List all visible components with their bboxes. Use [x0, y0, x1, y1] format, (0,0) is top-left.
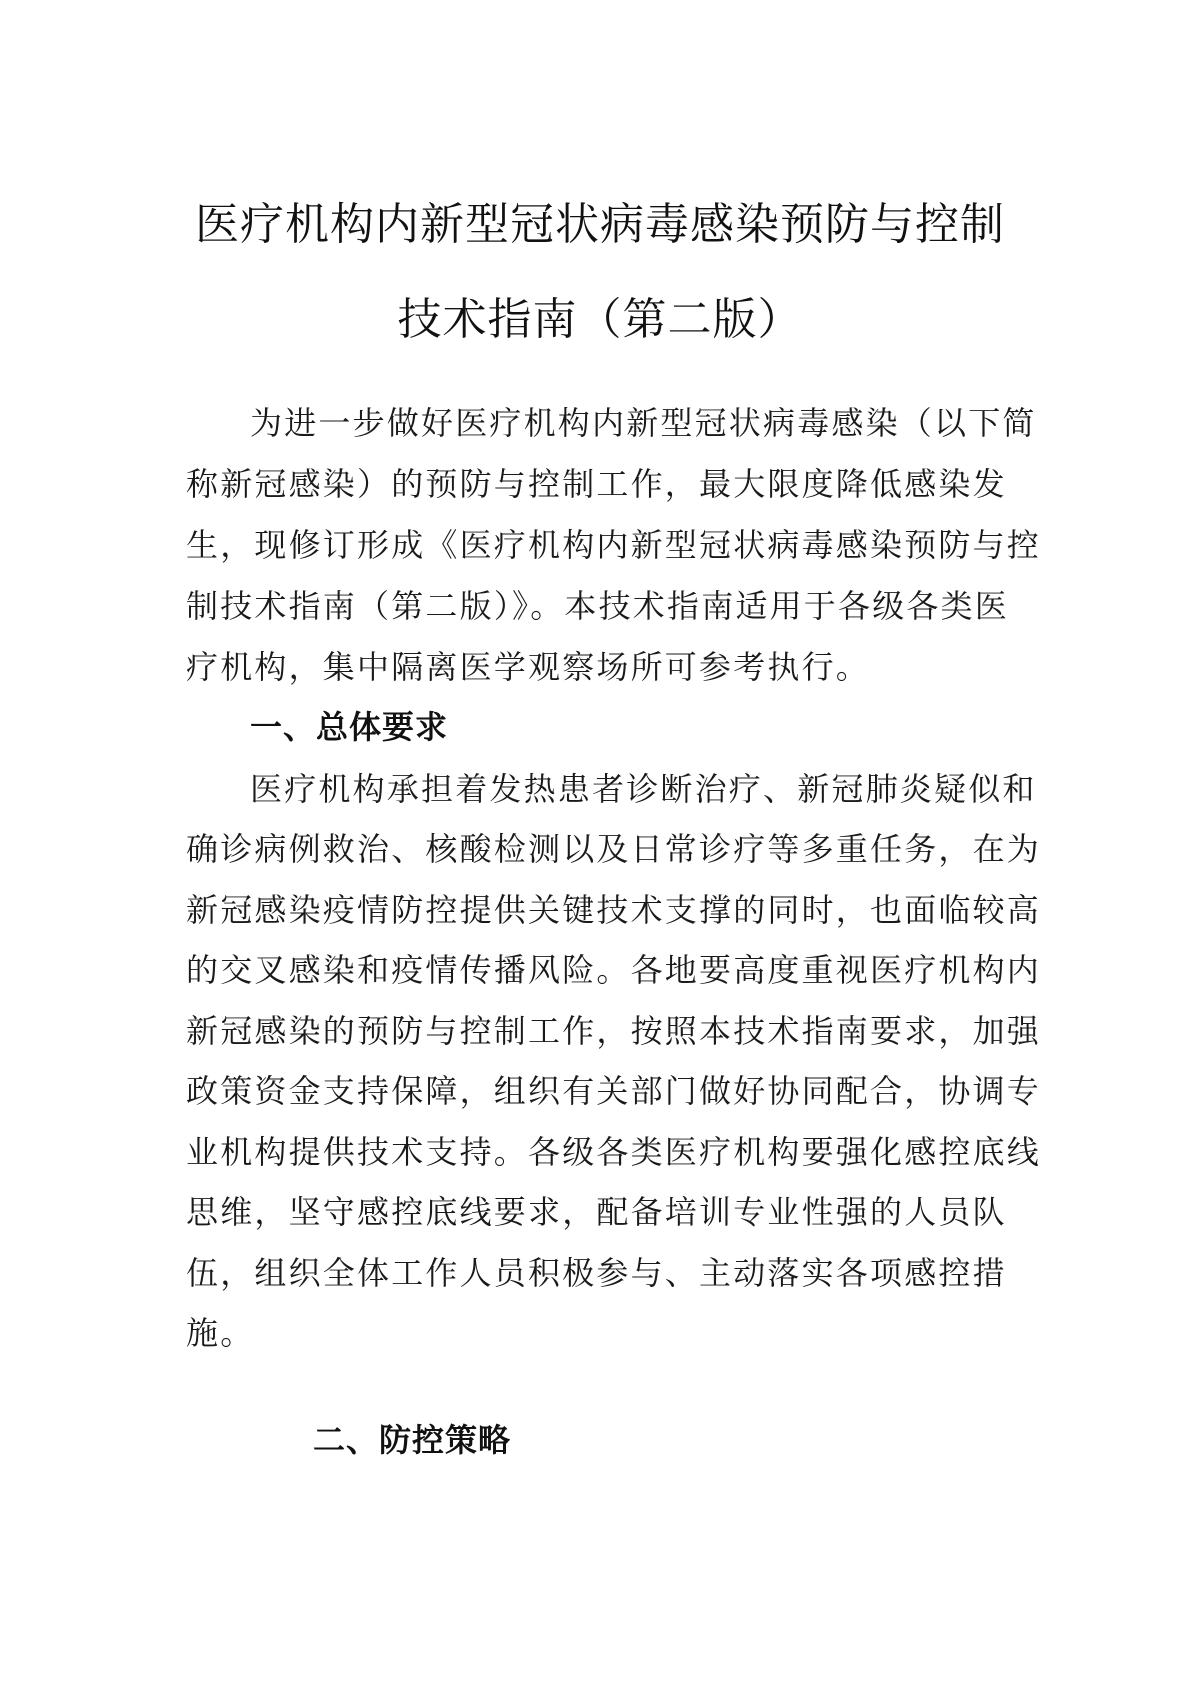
intro-line-1: 为进一步做好医疗机构内新型冠状病毒感染（以下简: [250, 404, 1037, 442]
section-heading-prevention-strategy: 二、防控策略: [313, 1421, 512, 1459]
document-title-line-1: 医疗机构内新型冠状病毒感染预防与控制: [195, 199, 1005, 250]
section1-line-10: 施。: [186, 1314, 255, 1352]
section1-line-9: 伍，组织全体工作人员积极参与、主动落实各项感控措: [186, 1254, 1007, 1292]
section1-line-1: 医疗机构承担着发热患者诊断治疗、新冠肺炎疑似和: [250, 770, 1037, 808]
section1-line-3: 新冠感染疫情防控提供关键技术支撑的同时，也面临较高: [186, 891, 1042, 929]
section1-line-4: 的交叉感染和疫情传播风险。各地要高度重视医疗机构内: [186, 951, 1042, 989]
section1-line-6: 政策资金支持保障，组织有关部门做好协同配合，协调专: [186, 1072, 1042, 1110]
intro-line-5: 疗机构，集中隔离医学观察场所可参考执行。: [186, 648, 871, 686]
intro-line-3: 生，现修订形成《医疗机构内新型冠状病毒感染预防与控: [186, 526, 1042, 564]
intro-line-2: 称新冠感染）的预防与控制工作，最大限度降低感染发: [186, 465, 1007, 503]
section1-line-5: 新冠感染的预防与控制工作，按照本技术指南要求，加强: [186, 1012, 1042, 1050]
section1-line-8: 思维，坚守感控底线要求，配备培训专业性强的人员队: [186, 1193, 1007, 1231]
section-heading-general-requirements: 一、总体要求: [250, 708, 449, 746]
section1-line-2: 确诊病例救治、核酸检测以及日常诊疗等多重任务，在为: [186, 830, 1042, 868]
document-title-line-2: 技术指南（第二版）: [397, 294, 803, 345]
intro-line-4: 制技术指南（第二版）》。本技术指南适用于各级各类医: [186, 587, 1010, 625]
section1-line-7: 业机构提供技术支持。各级各类医疗机构要强化感控底线: [186, 1133, 1042, 1171]
